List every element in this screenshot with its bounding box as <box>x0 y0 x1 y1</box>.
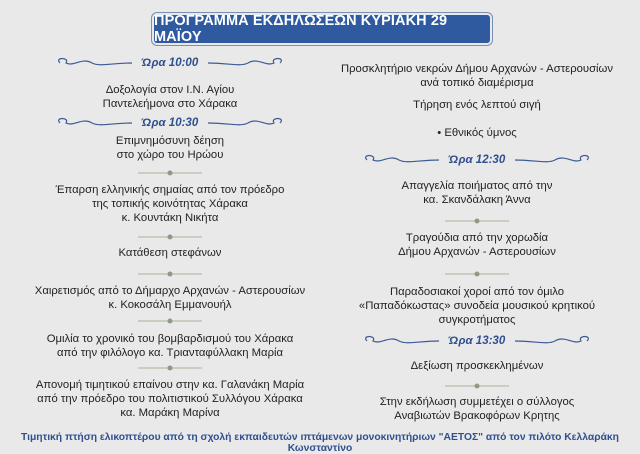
hour-label: Ώρα 12:30 <box>443 154 511 166</box>
event-silence: Τήρηση ενός λεπτού σιγή <box>413 99 541 111</box>
event-memorial: Επιμνημόσυνη δέηση στο χώρο του Ηρώου <box>115 135 225 161</box>
page-title: ΠΡΟΓΡΑΜΜΑ ΕΚΔΗΛΩΣΕΩΝ ΚΥΡΙΑΚΗ 29 ΜΑΪΟΥ <box>154 15 490 43</box>
hour-label: Ώρα 10:00 <box>136 57 204 69</box>
event-dances: Παραδοσιακοί χοροί από τον όμιλο «Παπαδόκωστας» συνοδεία μουσικού κρητικού συγκροτήματος <box>358 286 596 326</box>
hour-header-1330 <box>327 333 627 349</box>
event-flag-raising: Έπαρση ελληνικής σημαίας από τον πρόεδρο της τοπικής κοινότητας Χάρακα κ. Κουντάκη Νικήτα <box>55 184 285 224</box>
hour-header-1230 <box>327 152 627 168</box>
event-mayor-greeting: Χαιρετισμός από το Δήμαρχο Αρχανών - Αστερουσίων κ. Κοκοσάλη Εμμανουήλ <box>34 285 306 311</box>
divider-icon <box>20 316 320 326</box>
event-roll-call: Προσκλητήριο νεκρών Δήμου Αρχανών - Αστερουσίων ανά τοπικό διαμέρισμα <box>340 63 614 89</box>
hour-header-1030 <box>20 115 320 131</box>
event-participants: Στην εκδήλωση συμμετέχει ο σύλλογος Αναβιωτών Βρακοφόρων Κρητης <box>379 396 575 422</box>
left-column <box>20 55 320 425</box>
divider-icon <box>20 168 320 178</box>
hour-label: Ώρα 10:30 <box>136 117 204 129</box>
event-wreath-laying: Κατάθεση στεφάνων <box>118 247 222 259</box>
event-reception: Δεξίωση προσκεκλημένων <box>410 360 544 372</box>
divider-icon <box>327 269 627 279</box>
right-column <box>327 55 627 425</box>
event-award: Απονομή τιμητικού επαίνου στην κα. Γαλανάκη Μαρία από την πρόεδρο του πολιτιστικού Συλλόγου Χάρακα κα. Μαράκη Μαρίνα <box>35 379 305 419</box>
divider-icon <box>20 363 320 373</box>
divider-icon <box>20 232 320 242</box>
hour-header-1000 <box>20 55 320 71</box>
hour-label: Ώρα 13:30 <box>443 335 511 347</box>
divider-icon <box>327 381 627 391</box>
event-speech: Ομιλία το χρονικό του βομβαρδισμού του Χάρακα από την φιλόλογο κα. Τριανταφύλλακη Μαρία <box>46 333 294 359</box>
divider-icon <box>20 269 320 279</box>
event-poem: Απαγγελία ποιήματος από την κα. Σκανδάλακη Άννα <box>401 180 553 206</box>
footer-note: Τιμητική πτήση ελικοπτέρου από τη σχολή εκπαιδευτών ιπτάμενων μονοκινητήριων "ΑΕΤΟΣ" από τον πιλότο Κελλαράκη Κωνσταντίνο <box>21 432 619 454</box>
event-anthem: • Εθνικός ύμνος <box>437 127 517 139</box>
event-choir: Τραγούδια από την χορωδία Δήμου Αρχανών - Αστερουσίων <box>398 232 556 258</box>
event-doxology: Δοξολογία στον Ι.Ν. Αγίου Παντελεήμονα στο Χάρακα <box>102 84 238 110</box>
divider-icon <box>327 216 627 226</box>
